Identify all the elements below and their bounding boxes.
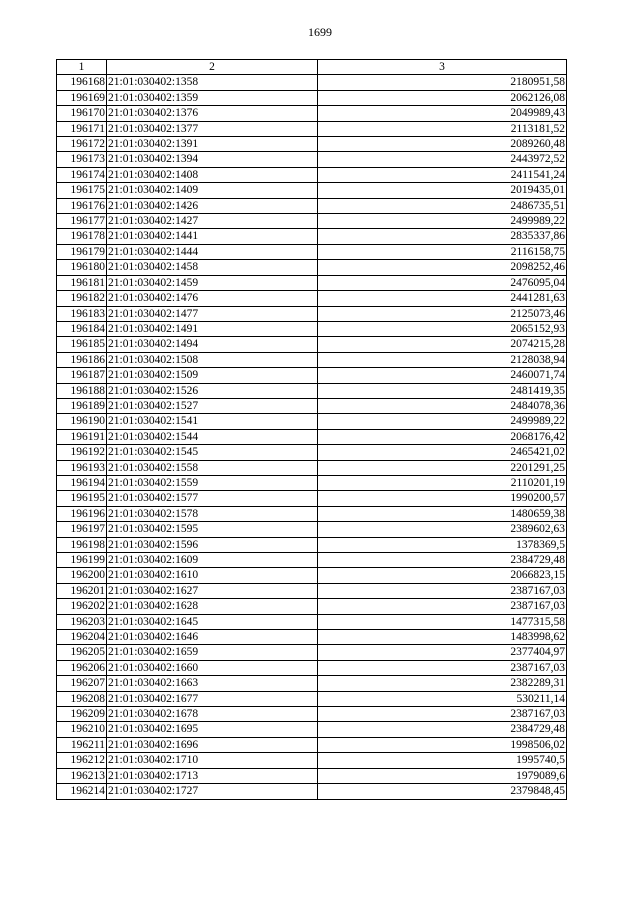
cadastral-number-cell: 21:01:030402:1713 [107,768,318,783]
value-cell: 2382289,31 [318,676,567,691]
column-header-1: 1 [57,60,107,75]
row-number-cell: 196213 [57,768,107,783]
data-table [56,59,567,800]
row-number-cell: 196191 [57,429,107,444]
cadastral-number-cell: 21:01:030402:1727 [107,784,318,799]
value-cell: 1995740,5 [318,753,567,768]
value-cell: 2201291,25 [318,460,567,475]
value-cell: 1990200,57 [318,491,567,506]
row-number-cell: 196205 [57,645,107,660]
cadastral-number-cell: 21:01:030402:1408 [107,167,318,182]
value-cell: 2486735,51 [318,198,567,213]
row-number-cell: 196209 [57,707,107,722]
column-header-3: 3 [318,60,567,75]
cadastral-number-cell: 21:01:030402:1710 [107,753,318,768]
value-cell: 2062126,08 [318,90,567,105]
value-cell: 2481419,35 [318,383,567,398]
cadastral-number-cell: 21:01:030402:1558 [107,460,318,475]
cadastral-number-cell: 21:01:030402:1376 [107,106,318,121]
row-number-cell: 196186 [57,352,107,367]
table-row [57,198,567,213]
value-cell: 2068176,42 [318,429,567,444]
table-row [57,753,567,768]
value-cell: 1378369,5 [318,537,567,552]
value-cell: 2387167,03 [318,599,567,614]
value-cell: 2089260,48 [318,137,567,152]
table-row [57,352,567,367]
row-number-cell: 196176 [57,198,107,213]
row-number-cell: 196214 [57,784,107,799]
table-row [57,121,567,136]
value-cell: 2128038,94 [318,352,567,367]
table-row [57,106,567,121]
table-body [57,75,567,799]
table-row [57,167,567,182]
value-cell: 2484078,36 [318,398,567,413]
cadastral-number-cell: 21:01:030402:1678 [107,707,318,722]
cadastral-number-cell: 21:01:030402:1545 [107,445,318,460]
table-header [57,60,567,75]
value-cell: 2476095,04 [318,275,567,290]
table-row [57,306,567,321]
row-number-cell: 196208 [57,691,107,706]
table-row [57,275,567,290]
value-cell: 2049989,43 [318,106,567,121]
column-header-2: 2 [107,60,318,75]
table-row [57,183,567,198]
row-number-cell: 196174 [57,167,107,182]
table-row [57,475,567,490]
cadastral-number-cell: 21:01:030402:1696 [107,737,318,752]
value-cell: 1483998,62 [318,630,567,645]
row-number-cell: 196179 [57,244,107,259]
table-row [57,214,567,229]
table-row [57,291,567,306]
row-number-cell: 196173 [57,152,107,167]
row-number-cell: 196207 [57,676,107,691]
cadastral-number-cell: 21:01:030402:1659 [107,645,318,660]
row-number-cell: 196184 [57,321,107,336]
value-cell: 2460071,74 [318,368,567,383]
row-number-cell: 196196 [57,506,107,521]
table-row [57,75,567,90]
cadastral-number-cell: 21:01:030402:1663 [107,676,318,691]
table-row [57,645,567,660]
cadastral-number-cell: 21:01:030402:1541 [107,414,318,429]
table-row [57,368,567,383]
row-number-cell: 196203 [57,614,107,629]
table-row [57,676,567,691]
row-number-cell: 196187 [57,368,107,383]
table-row [57,383,567,398]
table-row [57,537,567,552]
row-number-cell: 196212 [57,753,107,768]
row-number-cell: 196202 [57,599,107,614]
cadastral-number-cell: 21:01:030402:1491 [107,321,318,336]
row-number-cell: 196199 [57,553,107,568]
cadastral-number-cell: 21:01:030402:1459 [107,275,318,290]
cadastral-number-cell: 21:01:030402:1628 [107,599,318,614]
row-number-cell: 196200 [57,568,107,583]
value-cell: 2180951,58 [318,75,567,90]
cadastral-number-cell: 21:01:030402:1427 [107,214,318,229]
cadastral-number-cell: 21:01:030402:1508 [107,352,318,367]
row-number-cell: 196210 [57,722,107,737]
row-number-cell: 196175 [57,183,107,198]
cadastral-number-cell: 21:01:030402:1394 [107,152,318,167]
value-cell: 2116158,75 [318,244,567,259]
cadastral-number-cell: 21:01:030402:1595 [107,522,318,537]
cadastral-number-cell: 21:01:030402:1359 [107,90,318,105]
cadastral-number-cell: 21:01:030402:1441 [107,229,318,244]
value-cell: 2125073,46 [318,306,567,321]
header-row [57,60,567,75]
value-cell: 2387167,03 [318,707,567,722]
cadastral-number-cell: 21:01:030402:1627 [107,583,318,598]
table-row [57,429,567,444]
table-row [57,707,567,722]
row-number-cell: 196170 [57,106,107,121]
value-cell: 2465421,02 [318,445,567,460]
row-number-cell: 196182 [57,291,107,306]
table-row [57,445,567,460]
value-cell: 2499989,22 [318,214,567,229]
row-number-cell: 196168 [57,75,107,90]
value-cell: 2384729,48 [318,722,567,737]
cadastral-number-cell: 21:01:030402:1578 [107,506,318,521]
value-cell: 2384729,48 [318,553,567,568]
cadastral-number-cell: 21:01:030402:1609 [107,553,318,568]
table-row [57,599,567,614]
table-row [57,722,567,737]
table-row [57,660,567,675]
value-cell: 2074215,28 [318,337,567,352]
table-row [57,244,567,259]
value-cell: 2066823,15 [318,568,567,583]
value-cell: 1979089,6 [318,768,567,783]
cadastral-number-cell: 21:01:030402:1526 [107,383,318,398]
row-number-cell: 196192 [57,445,107,460]
row-number-cell: 196194 [57,475,107,490]
cadastral-number-cell: 21:01:030402:1458 [107,260,318,275]
cadastral-number-cell: 21:01:030402:1358 [107,75,318,90]
cadastral-number-cell: 21:01:030402:1577 [107,491,318,506]
value-cell: 2110201,19 [318,475,567,490]
row-number-cell: 196201 [57,583,107,598]
row-number-cell: 196183 [57,306,107,321]
table-row [57,553,567,568]
value-cell: 2065152,93 [318,321,567,336]
row-number-cell: 196178 [57,229,107,244]
cadastral-number-cell: 21:01:030402:1677 [107,691,318,706]
table-row [57,337,567,352]
row-number-cell: 196177 [57,214,107,229]
table-row [57,460,567,475]
value-cell: 1480659,38 [318,506,567,521]
row-number-cell: 196206 [57,660,107,675]
cadastral-number-cell: 21:01:030402:1645 [107,614,318,629]
value-cell: 2441281,63 [318,291,567,306]
value-cell: 2389602,63 [318,522,567,537]
row-number-cell: 196190 [57,414,107,429]
value-cell: 1998506,02 [318,737,567,752]
table-row [57,630,567,645]
cadastral-number-cell: 21:01:030402:1426 [107,198,318,213]
table-row [57,491,567,506]
row-number-cell: 196211 [57,737,107,752]
row-number-cell: 196181 [57,275,107,290]
cadastral-number-cell: 21:01:030402:1660 [107,660,318,675]
cadastral-number-cell: 21:01:030402:1409 [107,183,318,198]
cadastral-number-cell: 21:01:030402:1477 [107,306,318,321]
table-row [57,229,567,244]
table-row [57,691,567,706]
table-row [57,522,567,537]
cadastral-number-cell: 21:01:030402:1444 [107,244,318,259]
row-number-cell: 196171 [57,121,107,136]
value-cell: 2379848,45 [318,784,567,799]
table-row [57,614,567,629]
table-row [57,768,567,783]
value-cell: 2113181,52 [318,121,567,136]
cadastral-number-cell: 21:01:030402:1494 [107,337,318,352]
row-number-cell: 196180 [57,260,107,275]
row-number-cell: 196189 [57,398,107,413]
table-row [57,137,567,152]
table-row [57,784,567,799]
cadastral-number-cell: 21:01:030402:1596 [107,537,318,552]
cadastral-number-cell: 21:01:030402:1391 [107,137,318,152]
cadastral-number-cell: 21:01:030402:1610 [107,568,318,583]
page-number: 1699 [308,25,332,39]
table-row [57,506,567,521]
row-number-cell: 196185 [57,337,107,352]
value-cell: 1477315,58 [318,614,567,629]
table-row [57,414,567,429]
value-cell: 2098252,46 [318,260,567,275]
cadastral-number-cell: 21:01:030402:1559 [107,475,318,490]
cadastral-number-cell: 21:01:030402:1646 [107,630,318,645]
row-number-cell: 196172 [57,137,107,152]
row-number-cell: 196198 [57,537,107,552]
table-row [57,321,567,336]
row-number-cell: 196188 [57,383,107,398]
cadastral-number-cell: 21:01:030402:1509 [107,368,318,383]
table-row [57,398,567,413]
cadastral-number-cell: 21:01:030402:1527 [107,398,318,413]
value-cell: 530211,14 [318,691,567,706]
row-number-cell: 196204 [57,630,107,645]
value-cell: 2377404,97 [318,645,567,660]
cadastral-number-cell: 21:01:030402:1476 [107,291,318,306]
table-row [57,260,567,275]
cadastral-number-cell: 21:01:030402:1695 [107,722,318,737]
value-cell: 2387167,03 [318,660,567,675]
row-number-cell: 196195 [57,491,107,506]
value-cell: 2835337,86 [318,229,567,244]
cadastral-number-cell: 21:01:030402:1377 [107,121,318,136]
table-row [57,568,567,583]
value-cell: 2019435,01 [318,183,567,198]
table-row [57,90,567,105]
cadastral-number-cell: 21:01:030402:1544 [107,429,318,444]
row-number-cell: 196169 [57,90,107,105]
value-cell: 2387167,03 [318,583,567,598]
table-row [57,152,567,167]
row-number-cell: 196193 [57,460,107,475]
value-cell: 2499989,22 [318,414,567,429]
value-cell: 2443972,52 [318,152,567,167]
row-number-cell: 196197 [57,522,107,537]
table-row [57,737,567,752]
value-cell: 2411541,24 [318,167,567,182]
table-row [57,583,567,598]
